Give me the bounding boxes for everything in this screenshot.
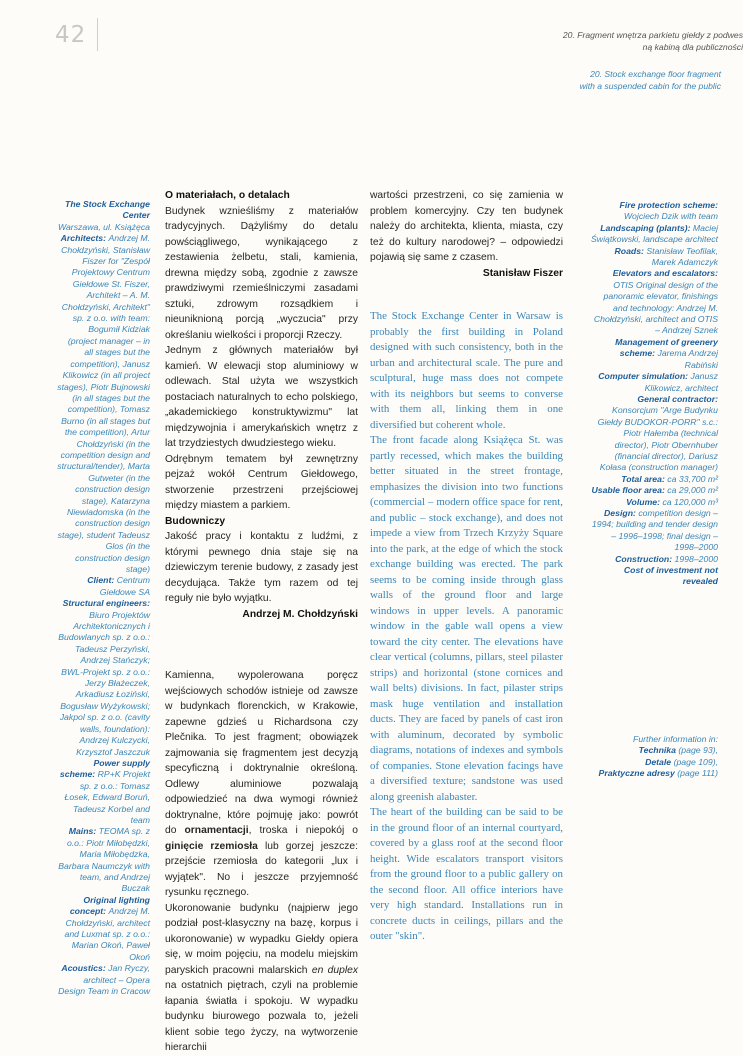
text: Ukoronowanie budynku (najpierw jego podział post-klasyczny na bazę, korpus i ukoronowanie) w wypadku Giełdy opiera się, w moim pojęciu, na modelu miejskim paryskich pracowni malarskich [165,902,358,976]
credit-role: Design: [604,507,636,518]
english-text-block [370,309,563,945]
credit-text: Stanisław Teofilak, Marek Adamczyk [646,245,718,268]
credit-text: Centrum Giełdowe SA [99,575,150,597]
credit-role: Computer simulation: [598,371,689,382]
caption-english: 20. Stock exchange floor fragment with a suspended cabin for the public [579,69,721,91]
polish-text-block-1 [165,188,358,622]
section-heading-builder: Budowniczy [165,515,226,527]
polish-text-block-2 [165,668,358,1056]
credit-text: 1998–2000 [674,553,718,564]
credit-role: Client: [87,575,115,586]
credit-role: Total area: [621,473,665,484]
credit-text: Konsorcjum "Arge Budynku Giełdy BUDOKOR-PORR" s.c.: Piotr Hałemba (technical director), Piotr Obernhuber (financial director), Dariusz Kołasa (construction manager) [597,405,718,473]
page-number-divider [97,18,98,51]
text: Kamienna, wypolerowana poręcz wejściowych schodów istnieje od zawsze w budynkach florenckich, w Krakowie, zapewne gdzieś u Richardsona czy Plečnika. To jest fragment; obowiązek zajmowania się fragmentem jest decyzją specyficzną i doktrynalnie określoną. Odlewy aluminiowe pozwalają odpowiedzieć na dwa wymogi również doktrynalne, które pojmuję jako: powrót do [165,670,358,836]
credit-text: Jan Ryczy, architect – Opera Design Team in Cracow [58,963,150,997]
paragraph: wartości przestrzeni, co się zamienia w problem komercyjny. Czy ten budynek należy do architekta, klienta, miasta, czy też do kultury narodowej? – odpowiedzi pojawią się same z czasem. [370,190,563,263]
credit-text: Andrzej M. Chołdzyński, Stanisław Fiszer for "Zespół Projektowy Centrum Giełdowe St. Fiszer, Architekt – A. M. Chołdzyński, Architekt" sp. z o.o. with team: Bogumił Kidziak (project manager – in all stages but the competition), Janusz Klikowicz (in all project stages), Piotr Bujnowski (in all stages but the competition), Tomasz Burno (in all stages but the competition), Artur Chołdzyński (in the competition design and structural/tender), Marta Gutweter (in the construction design stage), Katarzyna Niewiadomska (in the construction design stage), student Tadeusz Glos (in the construction design stage) [57,233,150,574]
further-information [591,734,718,780]
polish-text-block-3 [370,188,563,281]
credit-text: Jarema Andrzej Rabiński [657,348,718,370]
credit-text: TEOMA sp. z o.o.: Piotr Miłobędzki, Maria Miłobędzka, Barbara Naumczyk with team, and Andrzej Buczak [58,826,150,894]
paragraph: Budynek wznieśliśmy z materiałów tradycyjnych. Dążyliśmy do detalu powściągliwego, wynikającego z zestawienia żelbetu, stali, kamienia, drewna między sobą, zgodnie z zawsze prawdziwymi rzemieślniczymi zasadami sztuki, zdrowym rozsądkiem i nieuniknioną porcją „wyczucia" przy określaniu wielkości i proporcji Rzeczy. [165,205,358,341]
author-signature: Andrzej M. Chołdzyński [242,608,358,620]
credit-text: (page 109), [673,756,718,767]
credit-text: Janusz Klikowicz, architect [644,371,718,393]
paragraph: Jednym z głównych materiałów był kamień. W elewacji stop aluminiowy w odlewach. Stal użyta we wszystkich postaciach naturalnych to echo polskiego, „akademickiego konstruktywizmu" lat międzywojnia i amerykańskich wnętrz z lat trzydziestych dwudziestego wieku. [165,345,358,449]
credit-role: Structural engineers: [62,598,150,609]
credit-text: competition design – 1994; building and tender design – 1996–1998; final design – 1998–2000 [591,507,718,553]
emphasis: ornamentacji [184,825,249,836]
credit-role: Usable floor area: [591,485,665,496]
credit-text: OTIS Original design of the panoramic elevator, finishings and technology: Andrzej M. Chołdzyński, architect and OTIS – Andrzej Sznek [593,279,718,336]
credit-text: (page 93), [678,745,718,756]
credit-role: Elevators and escalators: [612,268,718,279]
credit-role: Construction: [615,553,673,564]
credit-text: RP+K Projekt sp. z o.o.: Tomasz Łosek, Edward Boruń, Tadeusz Korbel and team [64,769,150,825]
credit-role: The Stock Exchange Center [65,199,150,221]
paragraph: Jakość pracy i kontaktu z ludźmi, z którymi pewnego dnia staje się na dziewiczym terenie budowy, z zasady jest decydująca. Także tym razem od tej reguły nie było wyjątku. [165,531,358,604]
credit-role: General contractor: [637,393,718,404]
paragraph [165,668,358,901]
credit-text: Warszawa, ul. Książęca [57,221,150,232]
author-signature: Stanisław Fiszer [482,267,563,279]
credit-role: Power supply scheme: [59,757,150,780]
credit-text: Andrzej M. Chołdzyński, architect and Luxmat sp. z o.o.: Marian Okoń, Paweł Okoń [64,906,150,962]
credit-role: Fire protection scheme: [619,200,718,210]
text: , troska i niepokój o [248,825,358,836]
credits-left [57,199,150,997]
paragraph: The heart of the building can be said to be in the ground floor of an internal courtyard, covered by a glass roof at the second floor height. Wide escalators transport visitors from the ground floor to a public gallery on the second floor. All office interiors have very high standard. Installations run in concrete ducts in ceilings, pillars and the outer "skin". [370,806,563,942]
text: na ostatnich piętrach, czyli na problemie łapania światła i spokoju. W wypadku budynku biurowego pozwala to, jeżeli klient sobie tego życzy, na wytworzenie hierarchii [165,980,358,1053]
emphasis: ginięcie rzemiosła [165,840,258,852]
credit-role: Cost of investment not revealed [623,565,718,587]
credit-role: Praktyczne adresy [598,768,675,779]
credit-role: Volume: [626,496,661,507]
credit-role: Original lighting concept: [69,894,150,917]
paragraph: Odrębnym tematem był zewnętrzny pejzaż wokół Centrum Giełdowego, stworzenie przestrzeni przejściowej między miastem a parkiem. [165,453,358,511]
credit-text: Further information in: [633,734,718,744]
credit-text: Maciej Świątkowski, landscape architect [591,222,718,245]
section-heading-materials: O materiałach, o detalach [165,190,290,201]
credit-role: Management of greenery scheme: [615,336,718,359]
credit-text: Biuro Projektów Architektonicznych i Budowlanych sp. z o.o.: Tadeusz Perzyński, Andrzej Stańczyk; BWL-Projekt sp. z o.o.: Jerzy Błażeczek, Arkadiusz Łoziński, Bogusław Wyżykowski; Jakpol sp. z o.o. (cavity walls, foundation): Andrzej Kulczycki, Krzysztof Jaszczuk [58,609,150,757]
credit-role: Mains: [68,826,97,837]
credit-text: (page 111) [677,768,718,779]
italic-term: en duplex [311,964,358,976]
page-number: 42 [55,22,87,48]
credit-role: Detale [645,756,672,767]
credit-role: Technika [638,745,676,756]
caption-polish: 20. Fragment wnętrza parkietu giełdy z podwes ną kabiną dla publiczności [562,30,743,52]
paragraph: The Stock Exchange Center in Warsaw is probably the first building in Poland designed with such consistency, both in the urban and architectural scale. The pure and sculptural, huge mass does not compete with its neighbors but seems to converse with them all, linking them in one diversified but coherent whole. [370,310,563,431]
credit-text: ca 29,000 m² [667,485,718,496]
text: lub gorzej jeszcze: przejście rzemiosła do kategorii „lux i wyjątek". No i jeszcze przyjemność rysunku ręcznego. [165,840,358,898]
paragraph: The front facade along Książęca St. was partly recessed, which makes the building better situated in the street frontage, emphasizes the division into two functions (commercial – modern office space for rent, and public – stock exchange), and does not impede a view from Trzech Krzyży Square into the park, at the edge of which the stock exchange building was erected. The park seems to be coming inside through glass walls of the ground floor and large windows in upper levels. A panoramic window in the gable wall opens a view toward the city center. The elevations have clear vertical (columns, pillars, steel pilaster strips) and horizontal (stone cornices and wall belts) divisions. In fact, pilaster strips mask huge ventilation and installation ducts. They are faced by panels of cast iron with aluminum, decorated by symbolic diagrams, notations of indexes and symbols of companies. Stone elevation facings have a diversified texture; sandstone was used along greenish alabaster. [370,434,563,803]
credit-text: ca 33,700 m² [667,473,718,484]
credit-text: ca 120,000 m³ [662,496,718,507]
credit-role: Roads: [614,245,644,256]
credits-right [591,200,718,588]
credit-role: Landscaping (plants): [600,222,691,233]
credit-role: Acoustics: [61,963,106,974]
credit-text: Wojciech Dzik with team [623,211,718,222]
paragraph [165,901,358,1056]
credit-role: Architects: [60,233,107,244]
